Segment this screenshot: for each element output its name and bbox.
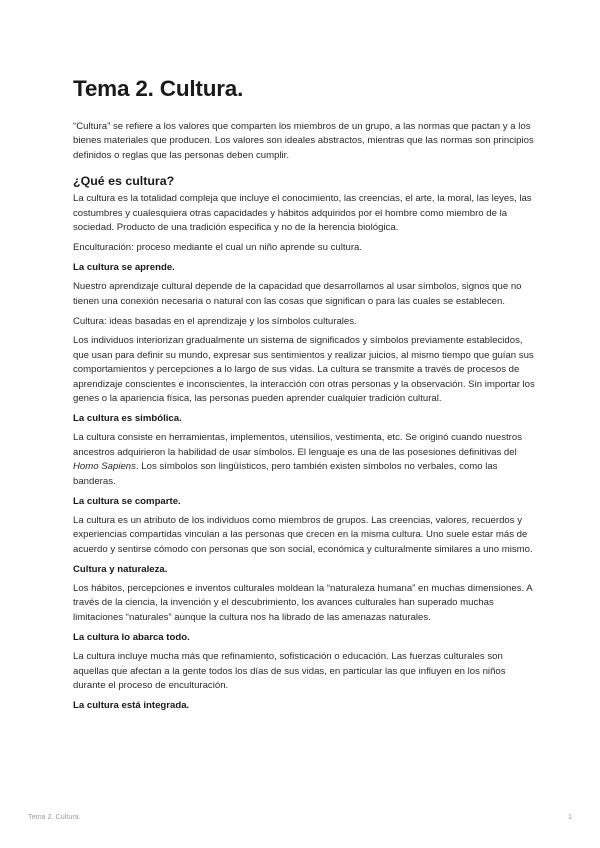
paragraph-simbolica-part1: La cultura consiste en herramientas, implementos, utensilios, vestimenta, etc. Se originó cuando nuestros ancestros adquirieron la habilidad de usar símbolos. El lenguaje es una de las posesiones definitivas del: [73, 432, 523, 458]
subheading-integrada: La cultura está integrada.: [73, 699, 190, 711]
subheading-comparte: La cultura se comparte.: [73, 495, 181, 507]
subheading-simbolica: La cultura es simbólica.: [73, 413, 182, 424]
paragraph-simbolica-part2: . Los símbolos son lingüísticos, pero también existen símbolos no verbales, como las banderas.: [73, 461, 498, 487]
paragraph-simbolica: [73, 431, 535, 489]
paragraph-aprendizaje: Nuestro aprendizaje cultural depende de la capacidad que desarrollamos al usar símbolos, signos que no tienen una conexión necesaria o natural con las cosas que significan o para las cuales se establecen.: [73, 281, 522, 307]
subheading-abarca: La cultura lo abarca todo.: [73, 631, 190, 643]
homo-sapiens-emphasis: Homo Sapiens: [73, 461, 136, 473]
page-number: 1: [568, 812, 572, 821]
paragraph-abarca: La cultura incluye mucha más que refinamiento, sofisticación o educación. Las fuerzas culturales son aquellas que afectan a la gente todos los días de sus vidas, en particular las que influyen en los niños durante el proceso de enculturación.: [73, 651, 506, 691]
subheading-naturaleza: Cultura y naturaleza.: [73, 563, 168, 575]
intro-paragraph: “Cultura” se refiere a los valores que comparten los miembros de un grupo, a las normas que pactan y a los bienes materiales que producen. Los valores son ideales abstractos, mientras que las normas son principios definidos o reglas que las personas deben cumplir.: [73, 121, 534, 161]
subheading-aprende: La cultura se aprende.: [73, 261, 175, 273]
paragraph-enculturacion: Enculturación: proceso mediante el cual un niño aprende su cultura.: [73, 241, 363, 253]
page-title: Tema 2. Cultura.: [73, 76, 244, 101]
footer-title: Tema 2. Cultura.: [28, 812, 81, 821]
paragraph-individuos: Los individuos interiorizan gradualmente un sistema de significados y símbolos previamente establecidos, que usan para definir su mundo, expresar sus sentimientos y realizar juicios, al mismo tiempo que guían sus comportamientos y percepciones a lo largo de sus vidas. La cultura se transmite a través de procesos de aprendizaje conscientes e inconscientes, la interacción con otras personas y la observación. Sin importar los genes o la apariencia física, las personas pueden aprender cualquier tradición cultural.: [73, 335, 535, 405]
section-heading: ¿Qué es cultura?: [73, 174, 175, 189]
paragraph-definition: La cultura es la totalidad compleja que incluye el conocimiento, las creencias, el arte, la moral, las leyes, las costumbres y cualesquiera otras capacidades y hábitos adquiridos por el hombre como miembro de la sociedad. Producto de una tradición especifica y no de la herencia biológica.: [73, 193, 532, 234]
document-page: [73, 76, 535, 718]
paragraph-comparte: La cultura es un atributo de los individuos como miembros de grupos. Las creencias, valores, recuerdos y experiencias compartidas vinculan a las personas que crecen en la misma cultura. Uno suele estar más de acuerdo y sentirse cómodo con personas que son social, económica y culturalmente similares a uno mismo.: [73, 514, 533, 555]
paragraph-naturaleza: Los hábitos, percepciones e inventos culturales moldean la “naturaleza humana” en muchas dimensiones. A través de la ciencia, la invención y el descubrimiento, los avances culturales han superado muchas limitaciones “naturales” aunque la cultura nos ha librado de las amenazas naturales.: [73, 583, 533, 623]
paragraph-cultura-ideas: Cultura: ideas basadas en el aprendizaje y los símbolos culturales.: [73, 315, 357, 327]
